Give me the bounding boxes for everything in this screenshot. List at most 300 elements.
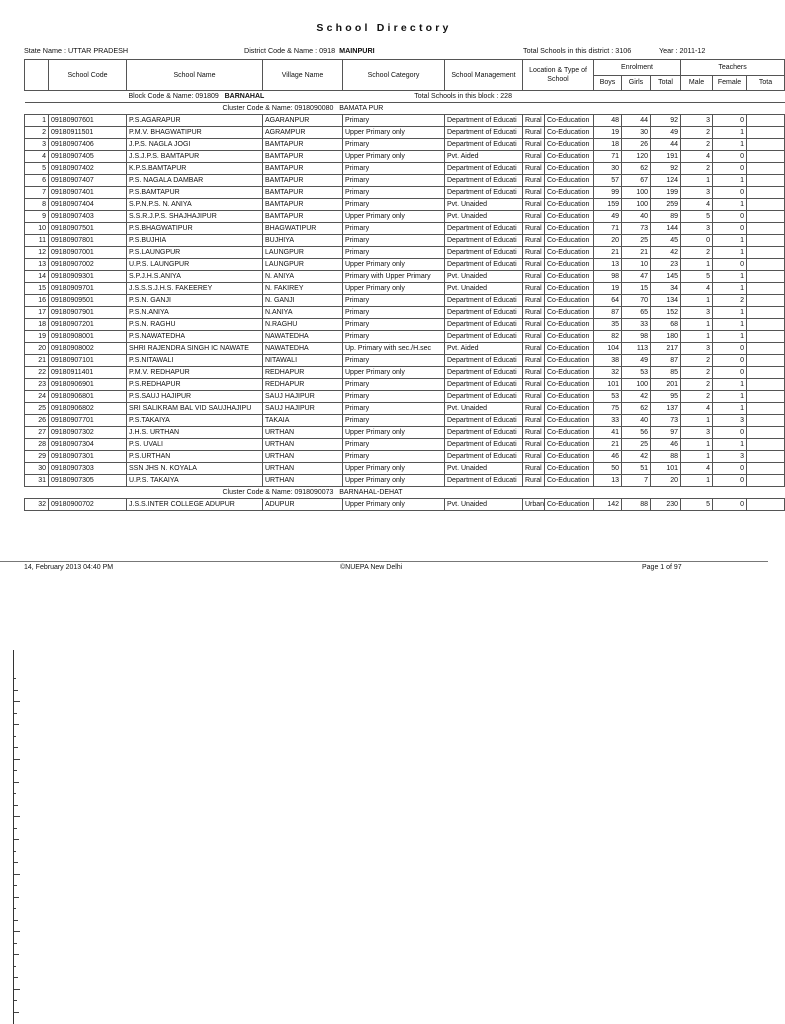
row-female: 1: [713, 391, 747, 403]
row-school-category: Upper Primary only: [343, 463, 445, 475]
footer-date: 14, February 2013 04:40 PM: [24, 564, 114, 571]
row-total: 124: [651, 175, 681, 187]
row-location: Rural: [523, 415, 545, 427]
block-name: BARNAHAL: [224, 93, 265, 100]
row-male: 1: [681, 259, 713, 271]
row-school-name: P.S.NAWATEDHA: [127, 331, 263, 343]
row-serial: 10: [25, 223, 49, 235]
row-school-name: P.S.SAUJ HAJIPUR: [127, 391, 263, 403]
col-enrolment: Enrolment: [594, 60, 681, 76]
row-boys: 21: [594, 247, 622, 259]
row-female: 0: [713, 463, 747, 475]
row-serial: 29: [25, 451, 49, 463]
row-boys: 101: [594, 379, 622, 391]
row-total: 101: [651, 463, 681, 475]
row-boys: 20: [594, 235, 622, 247]
row-school-type: Co-Education: [545, 259, 594, 271]
row-male: 3: [681, 223, 713, 235]
row-school-management: Department of Educati: [445, 451, 523, 463]
row-teachers-total: [747, 163, 785, 175]
row-school-name: J.S.J.P.S. BAMTAPUR: [127, 151, 263, 163]
row-serial: 13: [25, 259, 49, 271]
row-school-code: 09180907601: [49, 115, 127, 127]
row-school-type: Co-Education: [545, 439, 594, 451]
row-school-code: 09180906901: [49, 379, 127, 391]
row-boys: 48: [594, 115, 622, 127]
row-female: 1: [713, 319, 747, 331]
row-boys: 21: [594, 439, 622, 451]
row-total: 137: [651, 403, 681, 415]
row-serial: 31: [25, 475, 49, 487]
row-school-management: Department of Educati: [445, 475, 523, 487]
row-village-name: BAMTAPUR: [263, 199, 343, 211]
state-name: State Name : UTTAR PRADESH: [24, 46, 129, 55]
school-directory-table: [24, 59, 785, 511]
row-village-name: REDHAPUR: [263, 379, 343, 391]
row-school-management: Department of Educati: [445, 175, 523, 187]
row-school-category: Upper Primary only: [343, 367, 445, 379]
row-school-category: Primary: [343, 319, 445, 331]
table-row: [25, 451, 785, 463]
row-boys: 57: [594, 175, 622, 187]
row-male: 0: [681, 235, 713, 247]
row-serial: 18: [25, 319, 49, 331]
row-total: 145: [651, 271, 681, 283]
row-school-name: P.S.BHAGWATIPUR: [127, 223, 263, 235]
row-school-type: Co-Education: [545, 175, 594, 187]
row-female: 3: [713, 415, 747, 427]
row-school-type: Co-Education: [545, 247, 594, 259]
row-boys: 30: [594, 163, 622, 175]
row-male: 3: [681, 187, 713, 199]
row-female: 1: [713, 139, 747, 151]
row-location: Rural: [523, 211, 545, 223]
row-school-name: P.S.TAKAIYA: [127, 415, 263, 427]
row-serial: 26: [25, 415, 49, 427]
row-school-category: Upper Primary only: [343, 259, 445, 271]
row-teachers-total: [747, 271, 785, 283]
row-serial: 3: [25, 139, 49, 151]
edge-tick: [14, 966, 16, 967]
row-school-management: Department of Educati: [445, 259, 523, 271]
row-school-type: Co-Education: [545, 139, 594, 151]
row-school-category: Primary: [343, 403, 445, 415]
row-school-management: Pvt. Unaided: [445, 211, 523, 223]
row-location: Rural: [523, 475, 545, 487]
row-school-type: Co-Education: [545, 163, 594, 175]
row-school-name: P.S. UVALI: [127, 439, 263, 451]
row-school-code: 09180907302: [49, 427, 127, 439]
row-location: Rural: [523, 439, 545, 451]
row-school-name: P.M.V. BHAGWATIPUR: [127, 127, 263, 139]
row-serial: 23: [25, 379, 49, 391]
row-total: 191: [651, 151, 681, 163]
row-total: 85: [651, 367, 681, 379]
row-girls: 98: [622, 331, 651, 343]
row-school-category: Upper Primary only: [343, 475, 445, 487]
next-page-edge: [13, 650, 21, 1024]
row-teachers-total: [747, 451, 785, 463]
row-male: 4: [681, 403, 713, 415]
row-teachers-total: [747, 475, 785, 487]
row-school-code: 09180906802: [49, 403, 127, 415]
row-boys: 19: [594, 127, 622, 139]
row-male: 4: [681, 283, 713, 295]
row-location: Rural: [523, 175, 545, 187]
row-teachers-total: [747, 247, 785, 259]
row-school-name: S.P.J.H.S.ANIYA: [127, 271, 263, 283]
cluster-name: BAMATA PUR: [339, 105, 384, 112]
row-female: 1: [713, 175, 747, 187]
row-village-name: NAWATEDHA: [263, 343, 343, 355]
row-male: 3: [681, 115, 713, 127]
row-serial: 22: [25, 367, 49, 379]
row-school-management: Department of Educati: [445, 391, 523, 403]
row-school-management: Pvt. Unaided: [445, 499, 523, 511]
row-location: Rural: [523, 283, 545, 295]
row-school-type: Co-Education: [545, 415, 594, 427]
row-school-type: Co-Education: [545, 115, 594, 127]
row-serial: 14: [25, 271, 49, 283]
row-school-name: U.P.S. LAUNGPUR: [127, 259, 263, 271]
row-school-category: Primary: [343, 355, 445, 367]
edge-tick: [14, 920, 18, 921]
row-school-management: Department of Educati: [445, 187, 523, 199]
row-school-management: Department of Educati: [445, 355, 523, 367]
row-village-name: REDHAPUR: [263, 367, 343, 379]
row-school-name: J.S.S.S.J.H.S. FAKEEREY: [127, 283, 263, 295]
row-girls: 42: [622, 391, 651, 403]
row-boys: 32: [594, 367, 622, 379]
col-school-code: School Code: [49, 60, 127, 91]
row-school-management: Department of Educati: [445, 439, 523, 451]
col-female: Female: [713, 75, 747, 91]
row-school-code: 09180907001: [49, 247, 127, 259]
row-school-code: 09180906801: [49, 391, 127, 403]
row-school-name: J.H.S. URTHAN: [127, 427, 263, 439]
row-village-name: N.RAGHU: [263, 319, 343, 331]
row-school-name: P.S. NAGALA DAMBAR: [127, 175, 263, 187]
edge-tick: [14, 701, 20, 702]
row-male: 2: [681, 139, 713, 151]
row-serial: 2: [25, 127, 49, 139]
row-school-management: Department of Educati: [445, 139, 523, 151]
row-school-type: Co-Education: [545, 379, 594, 391]
row-female: 0: [713, 355, 747, 367]
footer-credit: ©NUEPA New Delhi: [340, 564, 403, 571]
row-location: Rural: [523, 403, 545, 415]
row-male: 1: [681, 475, 713, 487]
table-row: [25, 475, 785, 487]
row-female: 1: [713, 199, 747, 211]
row-school-management: Department of Educati: [445, 115, 523, 127]
row-boys: 99: [594, 187, 622, 199]
row-male: 5: [681, 211, 713, 223]
cluster-label: Cluster Code & Name: 0918090073: [222, 489, 334, 496]
row-total: 152: [651, 307, 681, 319]
edge-tick: [14, 690, 18, 691]
row-school-category: Primary: [343, 391, 445, 403]
table-row: [25, 295, 785, 307]
row-serial: 11: [25, 235, 49, 247]
row-serial: 24: [25, 391, 49, 403]
edge-tick: [14, 782, 19, 783]
row-school-code: 09180907501: [49, 223, 127, 235]
row-school-code: 09180907401: [49, 187, 127, 199]
row-school-code: 09180909501: [49, 295, 127, 307]
row-school-name: J.S.S.INTER COLLEGE ADUPUR: [127, 499, 263, 511]
row-male: 4: [681, 463, 713, 475]
row-school-code: 09180907002: [49, 259, 127, 271]
row-total: 42: [651, 247, 681, 259]
row-location: Rural: [523, 235, 545, 247]
row-village-name: N. GANJI: [263, 295, 343, 307]
row-school-type: Co-Education: [545, 223, 594, 235]
row-village-name: BAMTAPUR: [263, 139, 343, 151]
document-title: School Directory: [316, 22, 452, 34]
row-boys: 46: [594, 451, 622, 463]
row-male: 4: [681, 199, 713, 211]
row-village-name: N. ANIYA: [263, 271, 343, 283]
table-row: [25, 355, 785, 367]
row-school-type: Co-Education: [545, 331, 594, 343]
row-boys: 33: [594, 415, 622, 427]
block-info: [127, 91, 785, 103]
row-school-type: Co-Education: [545, 403, 594, 415]
row-girls: 47: [622, 271, 651, 283]
row-teachers-total: [747, 199, 785, 211]
row-school-category: Primary: [343, 379, 445, 391]
row-village-name: BAMTAPUR: [263, 163, 343, 175]
row-teachers-total: [747, 391, 785, 403]
district-info: [244, 46, 375, 55]
row-male: 1: [681, 415, 713, 427]
row-female: 1: [713, 283, 747, 295]
col-total: Total: [651, 75, 681, 91]
row-location: Rural: [523, 151, 545, 163]
row-teachers-total: [747, 151, 785, 163]
row-female: 3: [713, 451, 747, 463]
row-school-code: 09180900702: [49, 499, 127, 511]
col-male: Male: [681, 75, 713, 91]
row-teachers-total: [747, 235, 785, 247]
row-teachers-total: [747, 319, 785, 331]
row-school-management: Department of Educati: [445, 163, 523, 175]
row-serial: 27: [25, 427, 49, 439]
row-female: 0: [713, 427, 747, 439]
row-girls: 100: [622, 379, 651, 391]
total-schools-district: Total Schools in this district : 3106: [523, 46, 632, 55]
row-total: 44: [651, 139, 681, 151]
block-total: Total Schools in this block : 228: [414, 93, 512, 100]
row-school-code: 09180908002: [49, 343, 127, 355]
row-school-type: Co-Education: [545, 427, 594, 439]
row-school-category: Primary: [343, 223, 445, 235]
col-village-name: Village Name: [263, 60, 343, 91]
row-location: Rural: [523, 355, 545, 367]
row-school-type: Co-Education: [545, 151, 594, 163]
row-female: 0: [713, 163, 747, 175]
row-village-name: BHAGWATIPUR: [263, 223, 343, 235]
row-female: 0: [713, 211, 747, 223]
row-school-management: Pvt. Unaided: [445, 283, 523, 295]
row-school-type: Co-Education: [545, 235, 594, 247]
row-school-category: Upper Primary only: [343, 499, 445, 511]
row-location: Rural: [523, 199, 545, 211]
row-male: 2: [681, 127, 713, 139]
row-girls: 88: [622, 499, 651, 511]
row-school-management: Department of Educati: [445, 307, 523, 319]
row-male: 5: [681, 271, 713, 283]
row-girls: 25: [622, 235, 651, 247]
cluster-label: Cluster Code & Name: 0918090080: [222, 105, 334, 112]
edge-tick: [14, 897, 19, 898]
row-school-management: Pvt. Aided: [445, 151, 523, 163]
row-school-name: P.S.N. GANJI: [127, 295, 263, 307]
row-village-name: ADUPUR: [263, 499, 343, 511]
row-male: 3: [681, 427, 713, 439]
row-school-category: Primary: [343, 307, 445, 319]
row-school-management: Department of Educati: [445, 379, 523, 391]
row-school-category: Primary: [343, 247, 445, 259]
row-teachers-total: [747, 259, 785, 271]
row-school-type: Co-Education: [545, 199, 594, 211]
edge-tick: [14, 828, 17, 829]
row-school-name: P.S.LAUNGPUR: [127, 247, 263, 259]
row-total: 92: [651, 163, 681, 175]
row-female: 1: [713, 439, 747, 451]
col-location-type: Location & Type of School: [523, 60, 594, 91]
row-girls: 26: [622, 139, 651, 151]
row-school-management: Pvt. Unaided: [445, 271, 523, 283]
row-village-name: BAMTAPUR: [263, 175, 343, 187]
academic-year: Year : 2011-12: [659, 46, 706, 55]
row-school-type: Co-Education: [545, 355, 594, 367]
row-girls: 100: [622, 199, 651, 211]
row-boys: 19: [594, 283, 622, 295]
row-boys: 49: [594, 211, 622, 223]
row-school-management: Pvt. Aided: [445, 343, 523, 355]
row-boys: 41: [594, 427, 622, 439]
cluster-info: [127, 103, 785, 115]
row-village-name: N.ANIYA: [263, 307, 343, 319]
edge-tick: [14, 793, 16, 794]
row-female: 0: [713, 259, 747, 271]
row-location: Rural: [523, 391, 545, 403]
row-village-name: NITAWALI: [263, 355, 343, 367]
row-school-category: Primary: [343, 295, 445, 307]
row-female: 1: [713, 127, 747, 139]
row-total: 89: [651, 211, 681, 223]
row-village-name: URTHAN: [263, 451, 343, 463]
row-girls: 49: [622, 355, 651, 367]
row-teachers-total: [747, 463, 785, 475]
row-school-category: Primary: [343, 139, 445, 151]
row-school-category: Upper Primary only: [343, 211, 445, 223]
table-row: [25, 391, 785, 403]
row-school-management: Pvt. Unaided: [445, 463, 523, 475]
row-location: Rural: [523, 367, 545, 379]
row-school-category: Primary: [343, 235, 445, 247]
row-location: Rural: [523, 343, 545, 355]
row-female: 0: [713, 223, 747, 235]
row-male: 1: [681, 295, 713, 307]
row-school-category: Upper Primary only: [343, 427, 445, 439]
row-school-name: P.S.NITAWALI: [127, 355, 263, 367]
table-row: [25, 379, 785, 391]
row-girls: 120: [622, 151, 651, 163]
row-school-code: 09180907403: [49, 211, 127, 223]
table-row: [25, 283, 785, 295]
row-school-name: SHRI RAJENDRA SINGH IC NAWATE: [127, 343, 263, 355]
row-female: 1: [713, 235, 747, 247]
col-serial: [25, 60, 49, 91]
row-village-name: SAUJ HAJIPUR: [263, 391, 343, 403]
row-location: Rural: [523, 223, 545, 235]
table-row: [25, 127, 785, 139]
row-school-code: 09180909701: [49, 283, 127, 295]
row-total: 134: [651, 295, 681, 307]
row-teachers-total: [747, 211, 785, 223]
edge-tick: [14, 759, 20, 760]
row-school-code: 09180907304: [49, 439, 127, 451]
row-school-type: Co-Education: [545, 187, 594, 199]
row-village-name: URTHAN: [263, 463, 343, 475]
row-location: Rural: [523, 163, 545, 175]
row-boys: 87: [594, 307, 622, 319]
row-school-code: 09180907402: [49, 163, 127, 175]
row-total: 217: [651, 343, 681, 355]
row-male: 1: [681, 319, 713, 331]
row-total: 23: [651, 259, 681, 271]
row-male: 2: [681, 247, 713, 259]
row-female: 0: [713, 151, 747, 163]
row-girls: 70: [622, 295, 651, 307]
row-female: 1: [713, 247, 747, 259]
row-location: Rural: [523, 271, 545, 283]
row-female: 0: [713, 343, 747, 355]
col-school-category: School Category: [343, 60, 445, 91]
row-school-category: Up. Primary with sec./H.sec: [343, 343, 445, 355]
page-separator: [0, 561, 768, 562]
col-school-management: School Management: [445, 60, 523, 91]
row-teachers-total: [747, 187, 785, 199]
row-teachers-total: [747, 415, 785, 427]
district-name: MAINPURI: [339, 46, 375, 55]
row-serial: 4: [25, 151, 49, 163]
row-total: 34: [651, 283, 681, 295]
row-male: 2: [681, 355, 713, 367]
row-school-type: Co-Education: [545, 391, 594, 403]
row-total: 259: [651, 199, 681, 211]
row-girls: 10: [622, 259, 651, 271]
row-village-name: BAMTAPUR: [263, 187, 343, 199]
row-school-type: Co-Education: [545, 319, 594, 331]
row-female: 1: [713, 403, 747, 415]
edge-tick: [14, 851, 16, 852]
row-girls: 113: [622, 343, 651, 355]
row-total: 144: [651, 223, 681, 235]
row-location: Rural: [523, 463, 545, 475]
row-boys: 98: [594, 271, 622, 283]
row-location: Rural: [523, 427, 545, 439]
col-teachers: Teachers: [681, 60, 785, 76]
row-girls: 33: [622, 319, 651, 331]
row-village-name: LAUNGPUR: [263, 259, 343, 271]
row-teachers-total: [747, 367, 785, 379]
row-girls: 51: [622, 463, 651, 475]
row-boys: 13: [594, 259, 622, 271]
